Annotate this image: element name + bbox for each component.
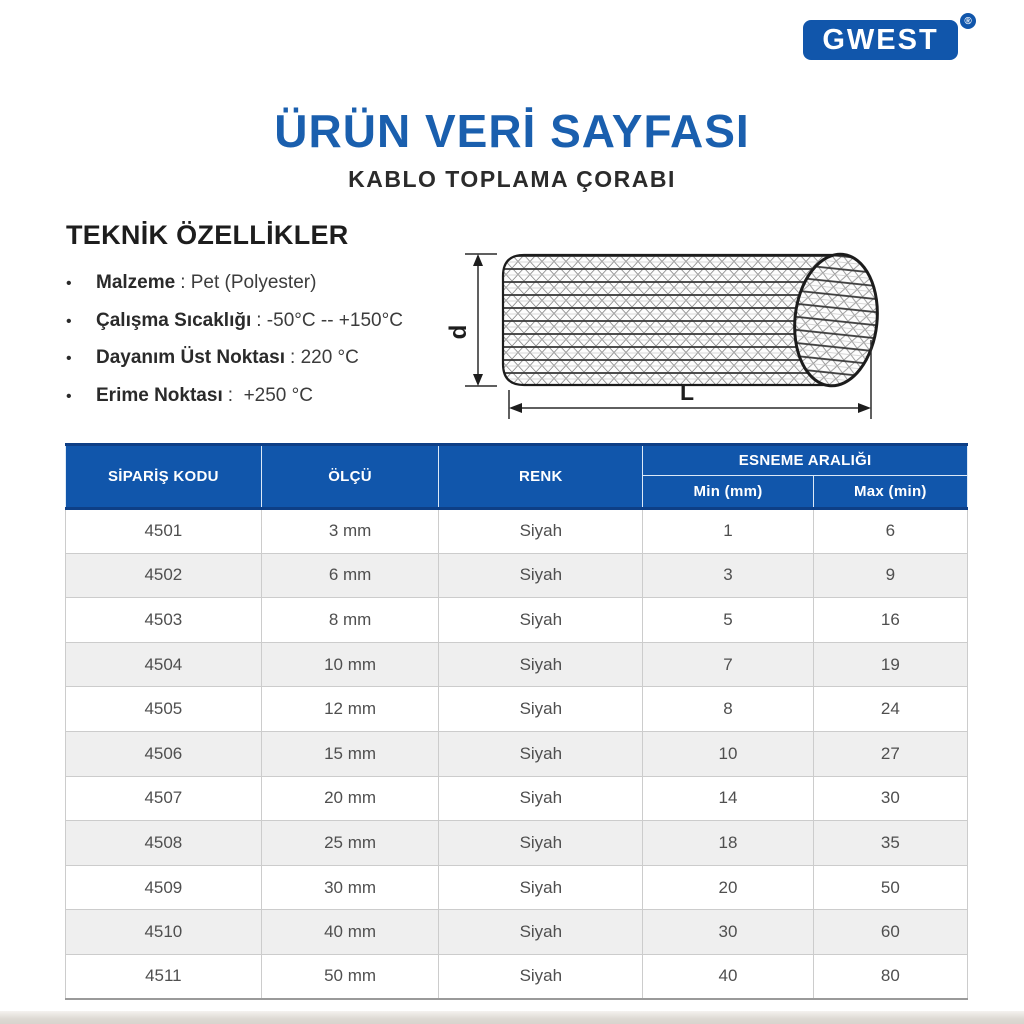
table-row <box>66 954 968 999</box>
cell-order-code: 4508 <box>66 821 262 866</box>
table-header <box>66 445 968 509</box>
cell-order-code: 4505 <box>66 687 262 732</box>
spec-value: : Pet (Polyester) <box>180 272 317 293</box>
length-dimension-label: L <box>679 379 695 405</box>
product-table <box>65 443 968 1000</box>
header-color: RENK <box>439 445 643 509</box>
table-row <box>66 865 968 910</box>
spec-label: Dayanım Üst Noktası <box>96 347 286 368</box>
cell-order-code: 4504 <box>66 642 262 687</box>
bullet-icon: • <box>66 387 72 405</box>
cell-color: Siyah <box>439 687 643 732</box>
bullet-icon: • <box>66 350 72 367</box>
cell-max: 80 <box>813 954 967 999</box>
cell-order-code: 4510 <box>66 910 262 955</box>
cell-min: 1 <box>643 509 813 554</box>
header-min: Min (mm) <box>643 476 813 509</box>
cell-max: 27 <box>813 731 967 776</box>
cell-order-code: 4511 <box>66 954 262 999</box>
table-row <box>66 598 968 643</box>
cell-size: 50 mm <box>261 954 439 999</box>
cell-color: Siyah <box>439 776 643 821</box>
brand-logo <box>799 13 984 68</box>
cell-max: 9 <box>813 553 967 598</box>
cell-max: 16 <box>813 598 967 643</box>
spec-value: : -50°C -- +150°C <box>256 309 403 331</box>
cell-order-code: 4506 <box>66 731 262 776</box>
cell-size: 15 mm <box>261 731 439 776</box>
table-row <box>66 731 968 776</box>
cell-color: Siyah <box>439 821 643 866</box>
product-diagram <box>440 242 900 427</box>
cell-max: 19 <box>813 642 967 687</box>
cell-min: 20 <box>643 865 813 910</box>
cell-min: 18 <box>643 821 813 866</box>
cell-min: 10 <box>643 731 813 776</box>
cell-color: Siyah <box>439 598 643 643</box>
cell-order-code: 4507 <box>66 776 262 821</box>
cell-min: 30 <box>643 910 813 955</box>
cell-max: 6 <box>813 509 967 554</box>
cell-size: 8 mm <box>261 598 439 643</box>
spec-value: : +250 °C <box>227 384 313 406</box>
table-row <box>66 776 968 821</box>
specs-list <box>66 273 446 407</box>
header-order-code: SİPARİŞ KODU <box>66 445 262 509</box>
cell-color: Siyah <box>439 865 643 910</box>
header-stretch-range: ESNEME ARALIĞI <box>643 445 968 476</box>
header-size: ÖLÇÜ <box>261 445 439 509</box>
cell-min: 8 <box>643 687 813 732</box>
cell-min: 3 <box>643 553 813 598</box>
cell-order-code: 4501 <box>66 509 262 554</box>
spec-item <box>66 386 446 407</box>
specs-heading: TEKNİK ÖZELLİKLER <box>66 220 349 250</box>
page-title: ÜRÜN VERİ SAYFASI <box>274 105 750 157</box>
table-row <box>66 642 968 687</box>
table-row <box>66 553 968 598</box>
cell-max: 30 <box>813 776 967 821</box>
spec-value: : 220 °C <box>290 347 359 368</box>
cell-color: Siyah <box>439 553 643 598</box>
cell-size: 10 mm <box>261 642 439 687</box>
specs-section <box>66 220 446 423</box>
photo-bottom-edge <box>0 1011 1024 1024</box>
registered-trademark-icon: ® <box>960 13 976 29</box>
table-row <box>66 910 968 955</box>
cell-max: 24 <box>813 687 967 732</box>
cell-color: Siyah <box>439 731 643 776</box>
table-row <box>66 687 968 732</box>
cell-size: 20 mm <box>261 776 439 821</box>
cell-color: Siyah <box>439 509 643 554</box>
spec-item <box>66 273 446 294</box>
cell-color: Siyah <box>439 910 643 955</box>
cell-color: Siyah <box>439 642 643 687</box>
spec-item <box>66 348 446 369</box>
spec-label: Çalışma Sıcaklığı <box>96 309 252 331</box>
diameter-dimension-label: d <box>445 324 472 340</box>
bullet-icon: • <box>66 312 72 330</box>
table-row <box>66 821 968 866</box>
sleeve-body <box>503 255 832 385</box>
cell-order-code: 4502 <box>66 553 262 598</box>
cell-size: 12 mm <box>261 687 439 732</box>
cell-min: 7 <box>643 642 813 687</box>
cell-size: 40 mm <box>261 910 439 955</box>
cell-order-code: 4509 <box>66 865 262 910</box>
cell-max: 50 <box>813 865 967 910</box>
cell-max: 60 <box>813 910 967 955</box>
header-max: Max (min) <box>813 476 967 509</box>
cell-min: 40 <box>643 954 813 999</box>
cell-order-code: 4503 <box>66 598 262 643</box>
page-subtitle: KABLO TOPLAMA ÇORABI <box>348 166 676 192</box>
cell-size: 3 mm <box>261 509 439 554</box>
cell-size: 6 mm <box>261 553 439 598</box>
cell-size: 25 mm <box>261 821 439 866</box>
cell-size: 30 mm <box>261 865 439 910</box>
spec-item <box>66 311 446 332</box>
logo-text: GWEST <box>822 23 939 56</box>
spec-label: Malzeme <box>96 272 176 293</box>
logo-box <box>803 20 958 60</box>
cell-max: 35 <box>813 821 967 866</box>
table-body <box>66 509 968 1000</box>
spec-label: Erime Noktası <box>96 384 223 406</box>
cell-min: 14 <box>643 776 813 821</box>
diameter-dimension <box>465 254 497 386</box>
cell-color: Siyah <box>439 954 643 999</box>
cell-min: 5 <box>643 598 813 643</box>
table-row <box>66 509 968 554</box>
bullet-icon: • <box>66 275 72 292</box>
